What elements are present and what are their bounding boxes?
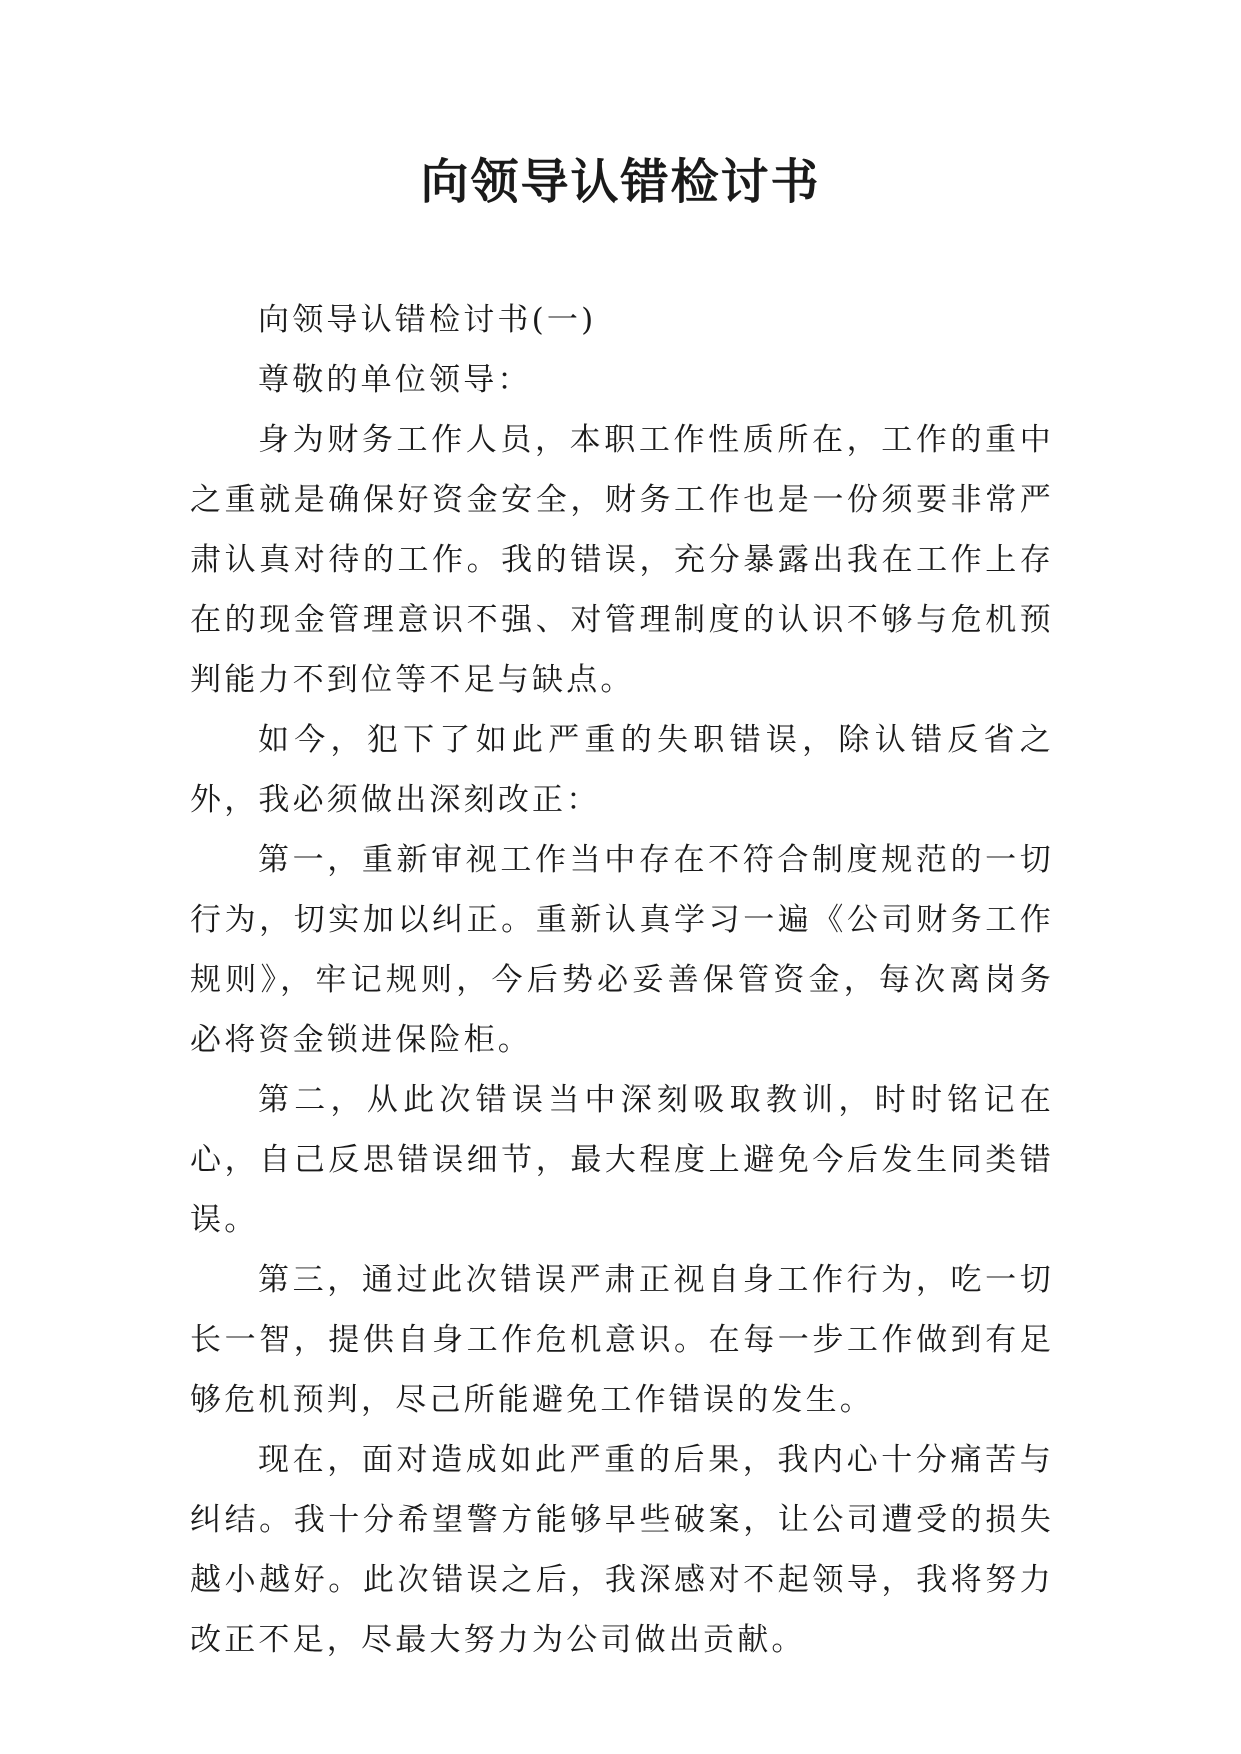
paragraph-commitment: 如今，犯下了如此严重的失职错误，除认错反省之外，我必须做出深刻改正： — [190, 722, 1054, 818]
document-body — [190, 290, 1054, 1670]
paragraph-point-two: 第二，从此次错误当中深刻吸取教训，时时铭记在心，自己反思错误细节，最大程度上避免今后发生同类错误。 — [190, 1082, 1054, 1238]
paragraph-point-one: 第一，重新审视工作当中存在不符合制度规范的一切行为，切实加以纠正。重新认真学习一遍《公司财务工作规则》，牢记规则，今后势必妥善保管资金，每次离岗务必将资金锁进保险柜。 — [190, 842, 1054, 1058]
paragraph-point-three: 第三，通过此次错误严肃正视自身工作行为，吃一切长一智，提供自身工作危机意识。在每一步工作做到有足够危机预判，尽己所能避免工作错误的发生。 — [190, 1262, 1054, 1418]
paragraph-salutation: 尊敬的单位领导： — [258, 362, 532, 398]
paragraph-subtitle: 向领导认错检讨书(一) — [258, 302, 597, 338]
paragraph-intro: 身为财务工作人员，本职工作性质所在，工作的重中之重就是确保好资金安全，财务工作也是一份须要非常严肃认真对待的工作。我的错误，充分暴露出我在工作上存在的现金管理意识不强、对管理制度的认识不够与危机预判能力不到位等不足与缺点。 — [190, 422, 1054, 698]
paragraph-closing: 现在，面对造成如此严重的后果，我内心十分痛苦与纠结。我十分希望警方能够早些破案，让公司遭受的损失越小越好。此次错误之后，我深感对不起领导，我将努力改正不足，尽最大努力为公司做出贡献。 — [190, 1442, 1054, 1658]
document-title: 向领导认错检讨书 — [420, 154, 821, 210]
